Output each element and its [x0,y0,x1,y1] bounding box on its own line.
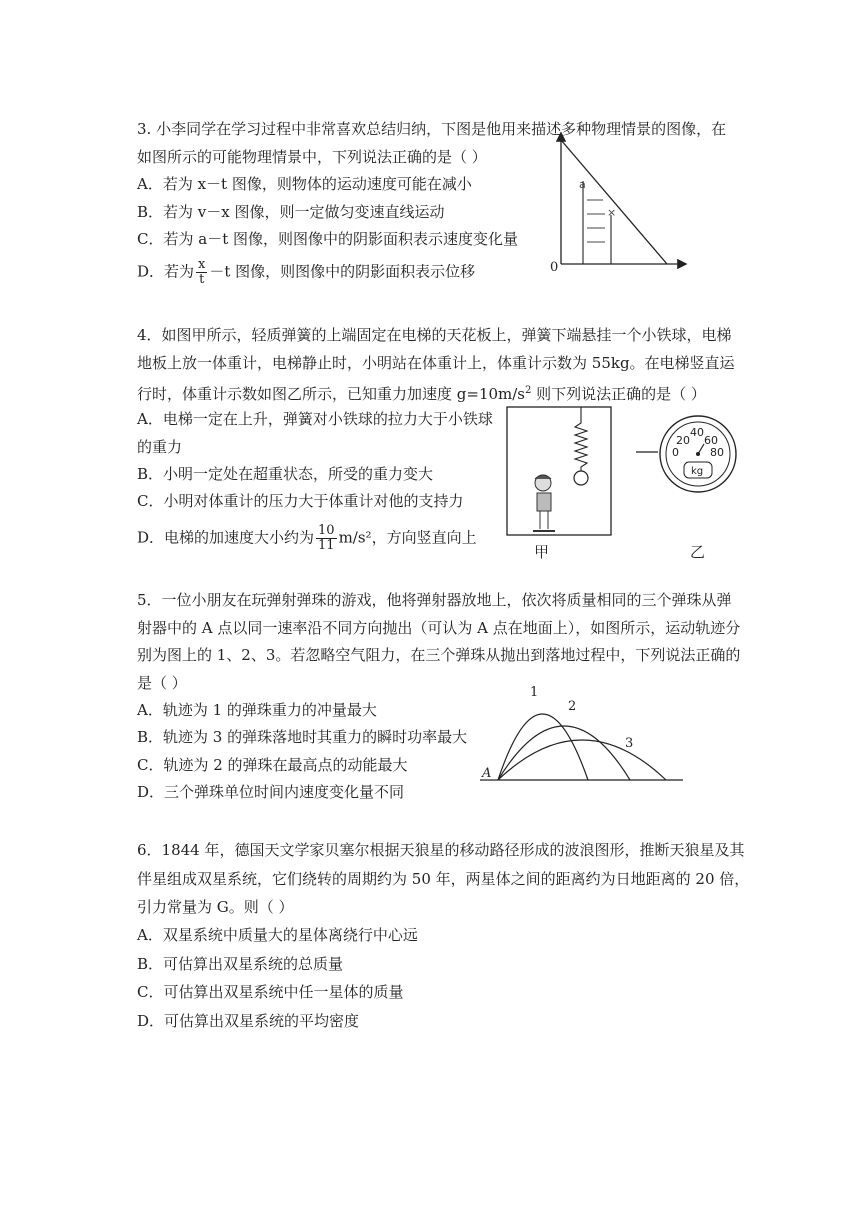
q4-option-c: C．小明对体重计的压力大于体重计对他的支持力 [137,492,464,510]
q3-line [561,140,667,264]
q4-figure-jia-label: 甲 [534,543,550,561]
spring [575,407,587,471]
q5-trajectory-figure [478,680,688,786]
q4-figure-jia [505,405,615,537]
q3-shading [587,200,605,242]
q3-option-d-fraction [196,258,207,287]
q6-option-c: C．可估算出双星系统中任一星体的质量 [137,983,404,1001]
trajectory-label-3: 3 [625,736,634,751]
q3-stem-line1: 3. 小李同学在学习过程中非常喜欢总结归纳，下图是他用来描述多种物理情景的图像，在 [137,120,727,138]
q5-option-c: C．轨迹为 2 的弹珠在最高点的动能最大 [137,756,408,774]
q6-option-b: B．可估算出双星系统的总质量 [137,955,344,973]
scale-unit-label: kg [691,466,704,477]
scale-needle-hub [696,452,700,456]
q4-option-d [137,524,477,553]
scale-tick-60: 60 [704,434,718,447]
q4-fraction-denominator: 11 [318,538,335,553]
q3-option-d [137,258,475,287]
q4-option-a-line1: A．电梯一定在上升，弹簧对小铁球的拉力大于小铁球 [137,410,493,428]
q4-stem-line2: 地板上放一体重计，电梯静止时，小明站在体重计上，体重计示数为 55kg。在电梯竖直运 [137,354,735,372]
q3-fraction-denominator: t [199,272,205,287]
launch-point-label: A [482,766,492,781]
q6-option-d: D．可估算出双星系统的平均密度 [137,1012,360,1030]
trajectory-label-2: 2 [568,699,577,714]
scale-tick-20: 20 [676,434,690,447]
q4-option-d-suffix: m/s²，方向竖直向上 [338,528,477,547]
q4-stem-line1: 4．如图甲所示，轻质弹簧的上端固定在电梯的天花板上，弹簧下端悬挂一个小铁球，电梯 [137,326,732,344]
q3-option-b: B．若为 v－x 图像，则一定做匀变速直线运动 [137,203,445,221]
q5-stem-line3: 别为图上的 1、2、3。若忽略空气阻力，在三个弹珠从抛出到落地过程中，下列说法正确的 [137,646,741,664]
elevator-frame [507,407,611,535]
scale-tick-40: 40 [690,426,704,439]
q4-option-b: B．小明一定处在超重状态，所受的重力变大 [137,465,434,483]
q5-stem-line1: 5．一位小朋友在玩弹射弹珠的游戏，他将弹射器放地上，依次将质量相同的三个弹珠从弹 [137,591,732,609]
q3-stem-line2: 如图所示的可能物理情景中，下列说法正确的是（ ） [137,148,487,166]
q5-option-a: A．轨迹为 1 的弹珠重力的冲量最大 [137,701,377,719]
q6-stem-line3: 引力常量为 G。则（ ） [137,898,294,916]
q4-option-a-line2: 的重力 [137,438,183,456]
q3-mark-b: × [607,206,617,219]
scale-tick-0: 0 [672,446,679,459]
q3-fraction-numerator: x [198,257,206,272]
boy-figure [533,475,555,531]
q3-mark-a: a [579,178,586,191]
q4-figure-yi-label: 乙 [690,543,706,561]
q6-stem-line1: 6．1844 年，德国天文学家贝塞尔根据天狼星的移动路径形成的波浪图形，推断天狼星及其 [137,841,745,859]
q6-option-a: A．双星系统中质量大的星体离绕行中心远 [137,926,418,944]
trajectory-label-1: 1 [530,685,539,700]
iron-ball [574,471,588,485]
q4-stem-line3-suffix: 则下列说法正确的是（ ） [531,385,706,403]
q4-stem-line3 [137,381,706,404]
q3-graph [545,128,690,278]
q5-stem-line2: 射器中的 A 点以同一速率沿不同方向抛出（可认为 A 点在地面上），如图所示，运动轨迹分 [137,619,741,637]
q4-stem-line3-sup: 2 [525,385,532,396]
q4-figure-yi [634,414,744,496]
q6-stem-line2: 伴星组成双星系统，它们绕转的周期约为 50 年，两星体之间的距离约为日地距离的 20 倍， [137,870,750,888]
q5-stem-line4: 是（ ） [137,674,187,692]
q4-option-d-fraction [316,524,337,553]
q4-stem-line3-prefix: 行时，体重计示数如图乙所示，已知重力加速度 g=10m/s [137,385,526,403]
q5-option-b: B．轨迹为 3 的弹珠落地时其重力的瞬时功率最大 [137,728,468,746]
trajectory-1 [498,714,588,780]
q4-fraction-numerator: 10 [318,523,335,538]
q4-option-d-prefix: D．电梯的加速度大小约为 [137,528,315,547]
q3-option-d-prefix: D．若为 [137,262,195,281]
q3-option-a: A．若为 x－t 图像，则物体的运动速度可能在减小 [137,175,472,193]
q3-option-d-suffix: －t 图像，则图像中的阴影面积表示位移 [209,262,476,281]
q3-option-c: C．若为 a－t 图像，则图像中的阴影面积表示速度变化量 [137,230,518,248]
scale-tick-80: 80 [710,446,724,459]
q5-option-d: D．三个弹珠单位时间内速度变化量不同 [137,783,405,801]
q3-origin-label: 0 [550,260,559,275]
